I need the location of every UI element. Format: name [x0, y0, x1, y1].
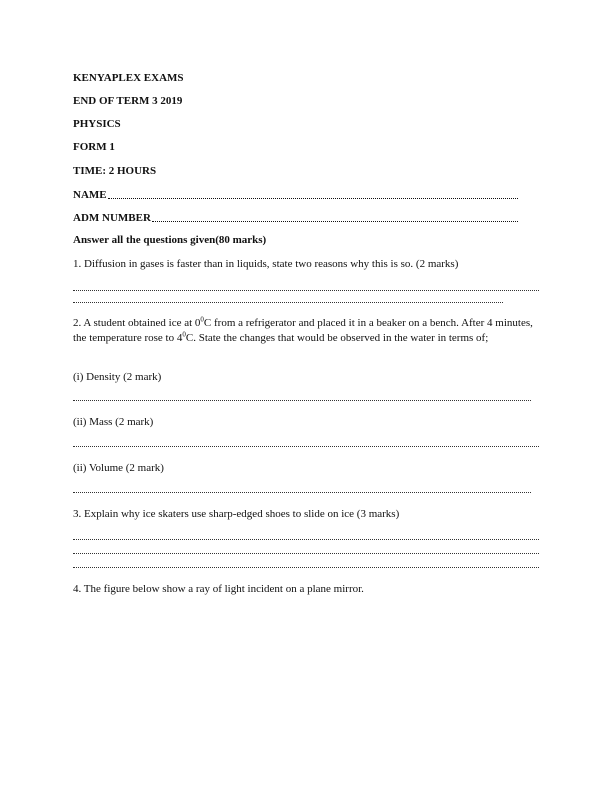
adm-number-field[interactable]	[73, 211, 518, 225]
adm-number-blank[interactable]	[152, 221, 518, 222]
question-3: 3. Explain why ice skaters use sharp-edged shoes to slide on ice (3 marks)	[73, 508, 400, 520]
answer-line[interactable]	[73, 302, 503, 303]
question-1: 1. Diffusion in gases is faster than in liquids, state two reasons why this is so. (2 marks)	[73, 258, 459, 270]
school-title: KENYAPLEX EXAMS	[73, 72, 184, 84]
answer-line[interactable]	[73, 400, 531, 401]
q2-text: C. State the changes that would be observed in the water in terms of;	[185, 331, 489, 344]
q2-text: C from a refrigerator and placed it in a beaker on a bench. After 4 minutes, the temperature rose to 4	[73, 317, 533, 344]
answer-line[interactable]	[73, 492, 531, 493]
answer-line[interactable]	[73, 567, 539, 568]
question-2-ii: (ii) Mass (2 mark)	[73, 416, 154, 428]
answer-line[interactable]	[73, 553, 539, 554]
question-2-iii: (ii) Volume (2 mark)	[73, 462, 164, 474]
degree-sup: 0	[200, 315, 204, 324]
question-4: 4. The figure below show a ray of light incident on a plane mirror.	[73, 583, 364, 595]
adm-number-label: ADM NUMBER	[73, 212, 151, 224]
question-2-i: (i) Density (2 mark)	[73, 371, 162, 383]
name-blank[interactable]	[108, 198, 518, 199]
q2-text: 2. A student obtained ice at 0	[73, 317, 201, 329]
exam-title: END OF TERM 3 2019	[73, 95, 183, 107]
answer-line[interactable]	[73, 446, 539, 447]
name-label: NAME	[73, 189, 107, 201]
degree-sup: 0	[182, 329, 186, 338]
form-title: FORM 1	[73, 141, 115, 153]
question-2	[73, 316, 543, 345]
subject-title: PHYSICS	[73, 118, 121, 130]
answer-line[interactable]	[73, 290, 539, 291]
answer-line[interactable]	[73, 539, 539, 540]
time-title: TIME: 2 HOURS	[73, 165, 157, 177]
instructions: Answer all the questions given(80 marks)	[73, 234, 267, 246]
name-field[interactable]	[73, 188, 518, 202]
